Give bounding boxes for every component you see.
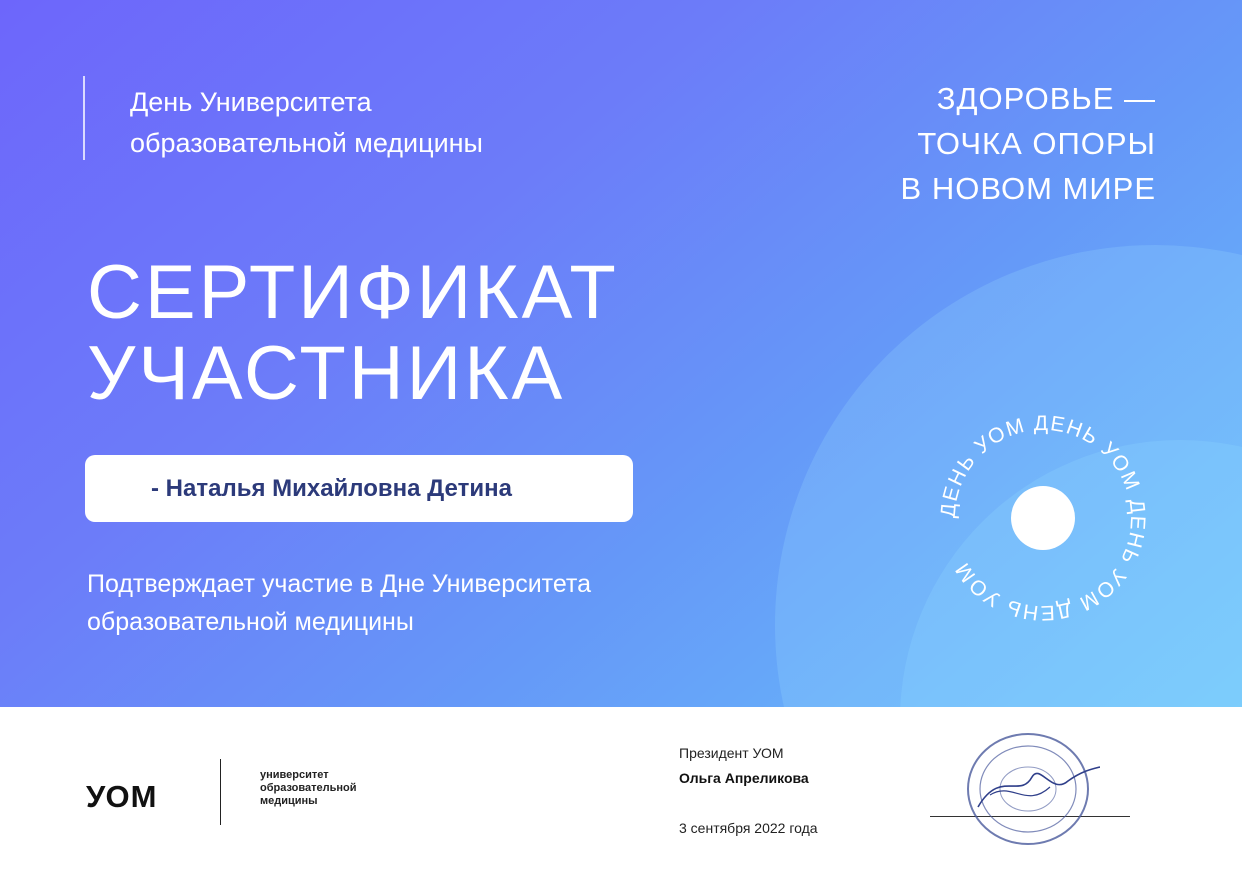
issue-date: 3 сентября 2022 года: [679, 820, 818, 836]
logo-sub-line-3: медицины: [260, 795, 318, 807]
logo-subtitle: [260, 769, 390, 808]
certificate-title: [87, 252, 807, 414]
badge-center-dot: [1011, 486, 1075, 550]
signer-name: Ольга Апреликова: [679, 770, 809, 786]
participant-name: - Наталья Михайловна Детина: [151, 474, 512, 502]
event-divider: [83, 76, 85, 160]
logo-sub-line-1: университет: [260, 769, 329, 781]
event-line-1: День Университета: [130, 87, 372, 117]
signer-role: Президент УОМ: [679, 745, 784, 761]
day-badge-circle: [925, 400, 1161, 636]
confirm-line-1: Подтверждает участие в Дне Университета: [87, 570, 591, 598]
title-line-1: СЕРТИФИКАТ: [87, 250, 619, 335]
logo-sub-line-2: образовательной: [260, 782, 357, 794]
slogan-line-1: ЗДОРОВЬЕ —: [936, 81, 1156, 116]
event-line-2: образовательной медицины: [130, 128, 483, 158]
slogan-line-2: ТОЧКА ОПОРЫ: [917, 126, 1156, 161]
logo-divider: [220, 759, 221, 825]
slogan-line-3: В НОВОМ МИРЕ: [900, 171, 1156, 206]
signature-icon: [978, 767, 1100, 807]
uom-logo: УОМ: [86, 779, 158, 814]
title-line-2: УЧАСТНИКА: [87, 331, 566, 416]
badge-ring-text: ДЕНЬ УОМ ДЕНЬ УОМ ДЕНЬ УОМ ДЕНЬ УОМ: [936, 411, 1150, 625]
seal-stamp-icon: [960, 729, 1100, 853]
confirm-line-2: образовательной медицины: [87, 608, 414, 636]
slogan: [696, 76, 1156, 211]
certificate-footer: [0, 707, 1242, 891]
participant-name-box: [85, 455, 633, 522]
confirmation-text: [87, 565, 767, 641]
event-name: [130, 82, 630, 164]
